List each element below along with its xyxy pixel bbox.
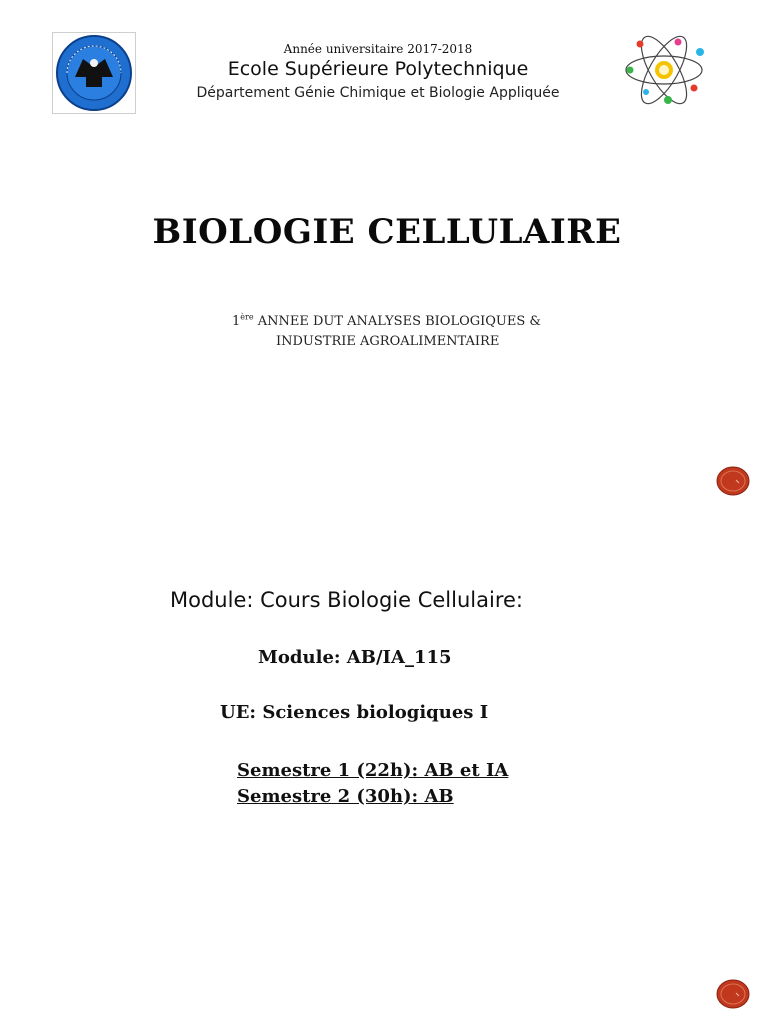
semester-2: Semestre 2 (30h): AB [237,786,454,807]
program-line-2: INDUSTRIE AGROALIMENTAIRE [276,334,500,349]
department-name: Département Génie Chimique et Biologie Appliquée [196,85,560,101]
program-year-number: 1 [232,314,241,329]
page-title: BIOLOGIE CELLULAIRE [152,212,622,252]
school-name: Ecole Supérieure Polytechnique [227,58,529,80]
slide-nav-button-bottom[interactable] [716,979,750,1009]
slide-nav-icon [716,979,750,1009]
program-year-suffix: ère [240,312,254,322]
module-code: Module: AB/IA_115 [258,647,452,668]
program-line-1-rest: ANNEE DUT ANALYSES BIOLOGIQUES & [253,314,541,329]
atom-logo [620,30,708,110]
program-line-1 [232,314,541,329]
slide-nav-button-top[interactable] [716,466,750,496]
teaching-unit: UE: Sciences biologiques I [220,702,489,723]
module-course: Module: Cours Biologie Cellulaire: [170,588,523,612]
slide-nav-icon [716,466,750,496]
academic-year: Année universitaire 2017-2018 [283,42,473,56]
atom-icon [620,30,708,110]
semester-1: Semestre 1 (22h): AB et IA [237,760,509,781]
